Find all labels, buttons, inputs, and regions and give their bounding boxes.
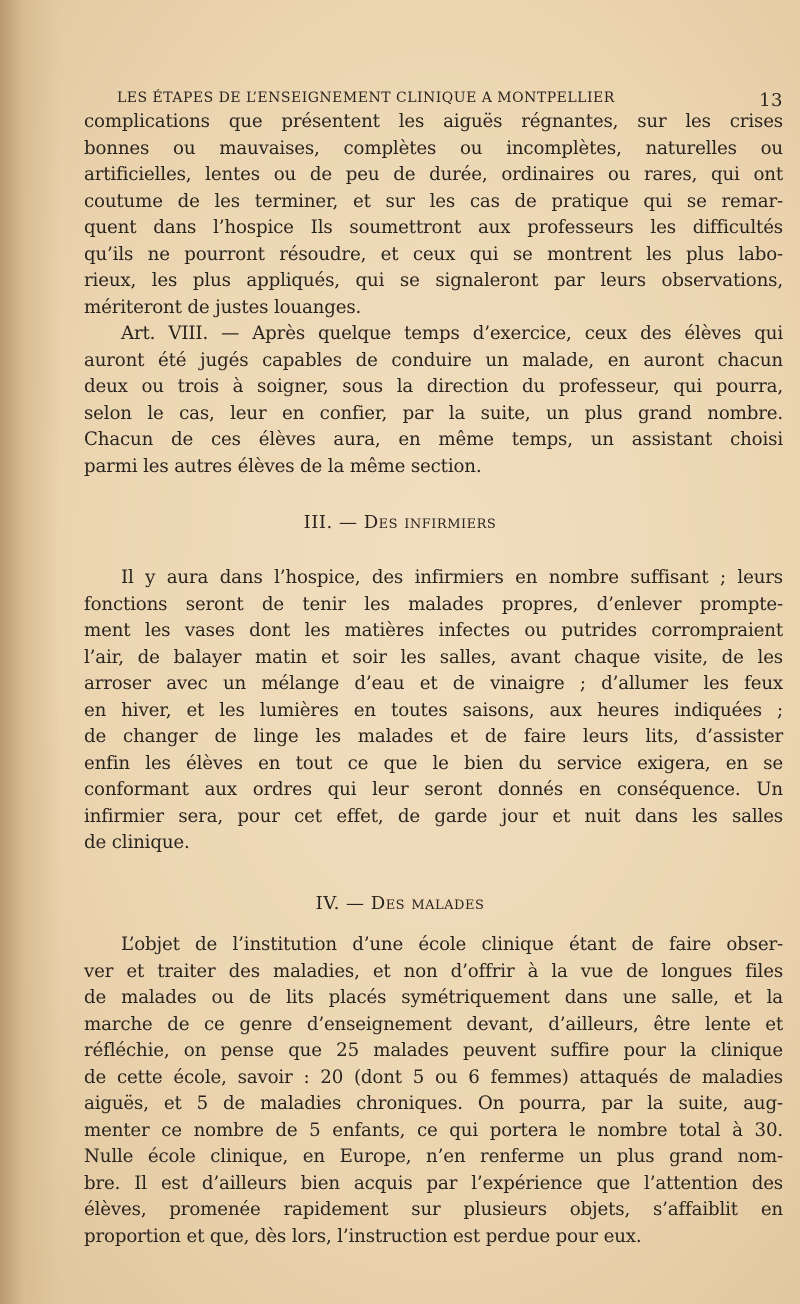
text-line: réfléchie, on pense que 25 malades peuvent suffire pour la clinique <box>84 1040 783 1061</box>
text-line: parmi les autres élèves de la même section. <box>84 455 482 477</box>
running-title: LES ÉTAPES DE L’ENSEIGNEMENT CLINIQUE A MONTPELLIER <box>117 90 615 106</box>
text-line: quent dans l’hospice Ils soumettront aux professeurs les difficultés <box>84 217 783 238</box>
section-numeral: III. — <box>303 512 358 533</box>
text-line: arroser avec un mélange d’eau et de vinaigre ; d’allumer les feux <box>84 673 783 694</box>
text-line: de changer de linge les malades et de faire leurs lits, d’assister <box>84 726 783 747</box>
page-edge-shadow <box>0 0 60 1304</box>
text-line: enfin les élèves en tout ce que le bien du service exigera, en se <box>84 752 783 774</box>
text-line: Art. VIII. — Après quelque temps d’exercice, ceux des élèves qui <box>121 323 783 344</box>
section-heading-malades <box>0 893 800 914</box>
text-line: L’objet de l’institution d’une école clinique étant de faire obser- <box>121 934 783 955</box>
section-title: Des infirmiers <box>363 512 497 533</box>
text-line: l’air, de balayer matin et soir les salles, avant chaque visite, de les <box>84 646 783 668</box>
text-line: Il y aura dans l’hospice, des infirmiers en nombre suffisant ; leurs <box>121 567 783 588</box>
text-line: bonnes ou mauvaises, complètes ou incomplètes, naturelles ou <box>84 137 783 159</box>
section-heading-infirmiers <box>0 512 800 533</box>
text-line: bre. Il est d’ailleurs bien acquis par l’expérience que l’attention des <box>84 1172 783 1194</box>
text-line: conformant aux ordres qui leur seront donnés en conséquence. Un <box>84 779 783 800</box>
text-line: qu’ils ne pourront résoudre, et ceux qui se montrent les plus labo- <box>84 243 783 265</box>
text-line: de cette école, savoir : 20 (dont 5 ou 6 femmes) attaqués de maladies <box>84 1066 783 1088</box>
text-line: de malades ou de lits placés symétriquement dans une salle, et la <box>84 987 783 1008</box>
text-line: de clinique. <box>84 832 190 853</box>
page-number: 13 <box>759 90 783 111</box>
section-numeral: IV. — <box>315 893 365 914</box>
text-line: aiguës, et 5 de maladies chroniques. On pourra, par la suite, aug- <box>84 1093 783 1114</box>
text-line: proportion et que, dès lors, l’instruction est perdue pour eux. <box>84 1225 642 1247</box>
text-line: selon le cas, leur en confier, par la suite, un plus grand nombre. <box>84 402 783 424</box>
text-line: fonctions seront de tenir les malades propres, d’enlever prompte- <box>84 593 783 615</box>
text-line: deux ou trois à soigner, sous la direction du professeur, qui pourra, <box>84 376 783 397</box>
text-line: coutume de les terminer, et sur les cas de pratique qui se remar- <box>84 190 783 212</box>
text-line: ver et traiter des maladies, et non d’offrir à la vue de longues files <box>84 960 783 982</box>
text-line: Nulle école clinique, en Europe, n’en renferme un plus grand nom- <box>84 1146 783 1167</box>
text-line: auront été jugés capables de conduire un malade, en auront chacun <box>84 349 783 371</box>
running-header <box>117 90 783 111</box>
text-line: élèves, promenée rapidement sur plusieurs objets, s’affaiblit en <box>84 1199 783 1220</box>
text-line: menter ce nombre de 5 enfants, ce qui portera le nombre total à 30. <box>84 1119 783 1141</box>
text-line: marche de ce genre d’enseignement devant, d’ailleurs, être lente et <box>84 1013 783 1035</box>
section-title: Des malades <box>370 893 485 914</box>
text-line: en hiver, et les lumières en toutes saisons, aux heures indiquées ; <box>84 699 783 721</box>
text-line: mériteront de justes louanges. <box>84 296 362 318</box>
text-line: complications que présentent les aiguës régnantes, sur les crises <box>84 111 783 132</box>
text-line: artificielles, lentes ou de peu de durée, ordinaires ou rares, qui ont <box>84 164 783 185</box>
text-line: ment les vases dont les matières infectes ou putrides corrompraient <box>84 620 783 641</box>
text-line: Chacun de ces élèves aura, en même temps, un assistant choisi <box>84 429 783 450</box>
text-line: rieux, les plus appliqués, qui se signaleront par leurs observations, <box>84 270 783 291</box>
text-line: infirmier sera, pour cet effet, de garde jour et nuit dans les salles <box>84 805 783 827</box>
